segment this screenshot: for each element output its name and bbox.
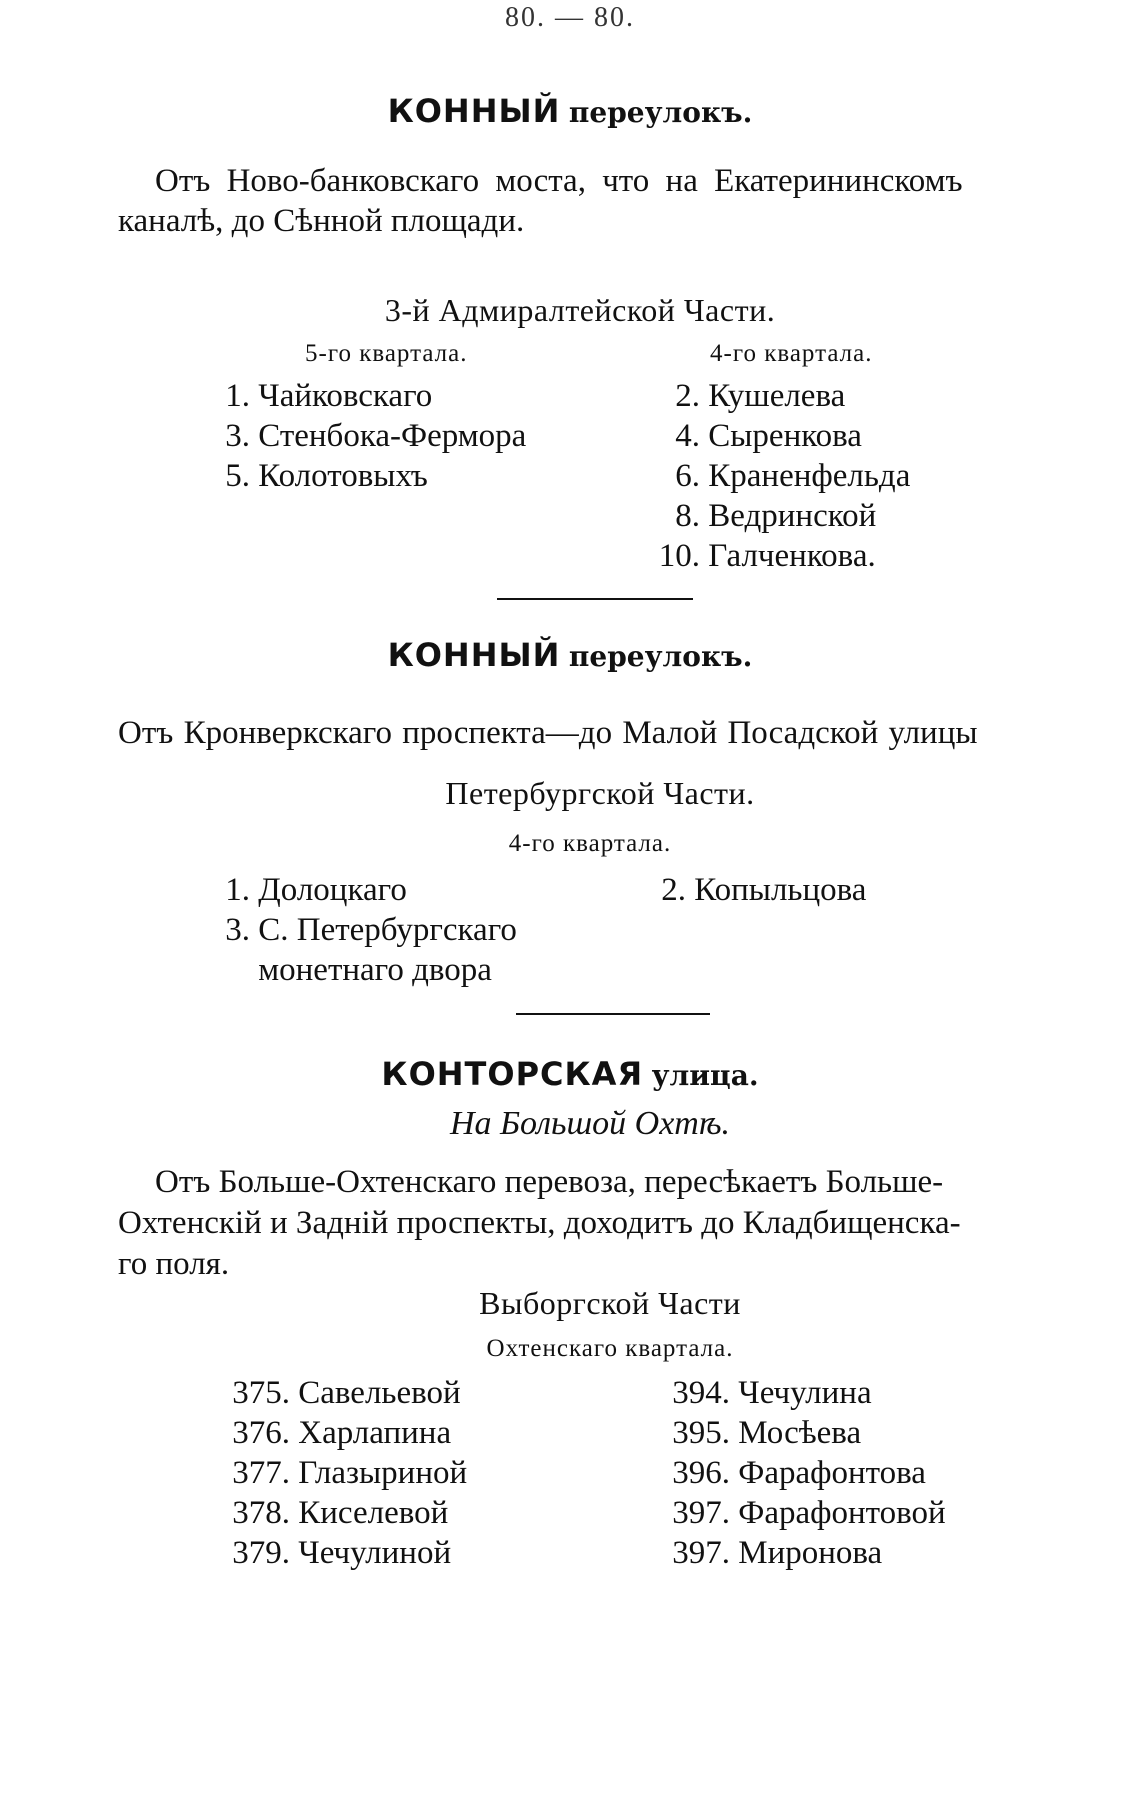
list-item: 397. Миронова bbox=[672, 1535, 883, 1571]
section-divider bbox=[497, 598, 693, 600]
list-item: 376. Харлапина bbox=[232, 1415, 452, 1451]
section-3-right-list bbox=[650, 1375, 946, 1575]
section-2-title bbox=[0, 636, 1140, 675]
section-3-description-line-2: Охтенскій и Задній проспекты, доходитъ до Кладбищенска- bbox=[118, 1205, 961, 1241]
list-item: 395. Мосѣева bbox=[672, 1415, 862, 1451]
list-item: 1. Долоцкаго bbox=[225, 872, 407, 908]
street-type: переулокъ. bbox=[568, 640, 753, 673]
section-3-part: Выборгской Части bbox=[479, 1285, 741, 1321]
section-3-subtitle: На Большой Охтѣ. bbox=[449, 1105, 731, 1142]
section-2-quarter: 4-го квартала. bbox=[508, 830, 672, 857]
section-1-part: 3-й Адмиралтейской Части. bbox=[384, 292, 776, 328]
street-name: КОНТОРСКАЯ bbox=[381, 1055, 644, 1093]
list-item: 3. С. Петербургскаго bbox=[225, 912, 517, 948]
section-2-right-list bbox=[650, 872, 866, 912]
list-item: 1. Чайковскаго bbox=[225, 378, 433, 414]
street-type: переулокъ. bbox=[568, 96, 753, 129]
list-item: 6. Краненфельда bbox=[675, 458, 911, 494]
section-3-description-line-1: Отъ Больше-Охтенскаго перевоза, пересѣкаетъ Больше- bbox=[155, 1164, 944, 1200]
street-type: улица. bbox=[651, 1059, 759, 1092]
section-2-part: Петербургской Части. bbox=[445, 775, 755, 811]
street-name: КОННЫЙ bbox=[387, 92, 561, 130]
section-3-left-list bbox=[210, 1375, 467, 1575]
list-item: 394. Чечулина bbox=[672, 1375, 872, 1411]
list-item: 2. Копыльцова bbox=[661, 872, 867, 908]
list-item: 8. Ведринской bbox=[675, 498, 877, 534]
section-1-right-list bbox=[640, 378, 910, 578]
section-2-left-list bbox=[200, 872, 517, 992]
list-item: 3. Стенбока-Фермора bbox=[225, 418, 527, 454]
list-item: 5. Колотовыхъ bbox=[225, 458, 428, 494]
section-2-description-line-1: Отъ Кронверкскаго проспекта—до Малой Посадской улицы bbox=[118, 715, 978, 751]
section-1-left-quarter: 5-го квартала. bbox=[305, 340, 468, 367]
list-item: 379. Чечулиной bbox=[232, 1535, 452, 1571]
list-item: 377. Глазыриной bbox=[232, 1455, 468, 1491]
list-item: 397. Фарафонтовой bbox=[672, 1495, 946, 1531]
list-item: 396. Фарафонтова bbox=[672, 1455, 926, 1491]
list-item: 2. Кушелева bbox=[675, 378, 846, 414]
section-1-title bbox=[0, 92, 1140, 131]
street-name: КОННЫЙ bbox=[387, 636, 561, 674]
list-item: 10. Галченкова. bbox=[658, 538, 876, 574]
page-header: 80. — 80. bbox=[505, 2, 635, 33]
section-3-description-line-3: го поля. bbox=[118, 1246, 230, 1282]
section-1-description-line-1: Отъ Ново-банковскаго моста, что на Екатерининскомъ bbox=[155, 163, 963, 199]
section-3-quarter: Охтенскаго квартала. bbox=[486, 1335, 734, 1362]
list-item: монетнаго двора bbox=[258, 952, 492, 988]
section-divider bbox=[516, 1013, 710, 1015]
section-1-left-list bbox=[200, 378, 526, 498]
list-item: 4. Сыренкова bbox=[675, 418, 862, 454]
list-item: 375. Савельевой bbox=[232, 1375, 461, 1411]
section-1-right-quarter: 4-го квартала. bbox=[710, 340, 873, 367]
section-1-description-line-2: каналѣ, до Сѣнной площади. bbox=[118, 203, 525, 239]
list-item: 378. Киселевой bbox=[232, 1495, 449, 1531]
section-3-title bbox=[0, 1055, 1140, 1094]
